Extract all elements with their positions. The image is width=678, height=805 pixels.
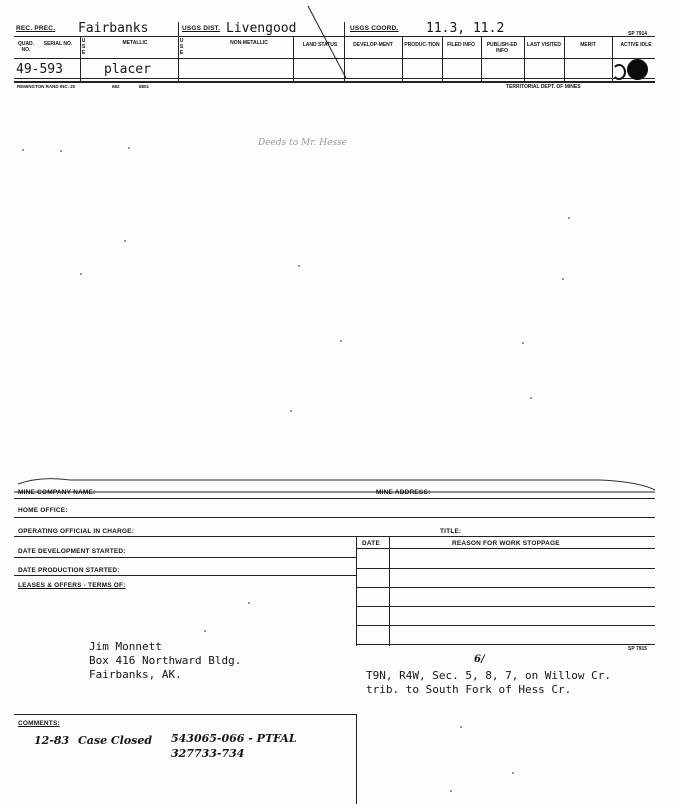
rec-prec-value: Fairbanks [78, 21, 149, 36]
printer-note: REMINGTON RAND INC. 20 [17, 84, 76, 89]
speck [80, 273, 82, 275]
owner-name: Jim Monnett [89, 640, 162, 653]
comment-date: 12-83 [34, 734, 70, 747]
usgs-dist-value: Livengood [226, 21, 297, 36]
speck [530, 397, 532, 399]
speck [460, 726, 462, 728]
col-u-s-e-2: U S E [179, 38, 184, 56]
comment-ref-2: 327733-734 [171, 747, 245, 760]
card-edge [0, 470, 678, 500]
speck [298, 265, 300, 267]
speck [568, 217, 570, 219]
comment-ref-1: 543065-066 - PTFAL [171, 732, 297, 745]
form-code-bottom: SP 7915 [628, 646, 648, 652]
speck [562, 278, 564, 280]
top-card [0, 0, 678, 100]
printer-code-2: 8801 [139, 84, 150, 89]
comments-label: COMMENTS: [18, 720, 60, 727]
active-dot-icon [627, 59, 648, 80]
location-mark: 6/ [474, 654, 485, 665]
date-production-label: DATE PRODUCTION STARTED: [18, 567, 120, 574]
col-active-idle: ACTIVE IDLE [620, 42, 652, 48]
date-development-label: DATE DEVELOPMENT STARTED: [18, 548, 126, 555]
col-published-info: PUBLISH-ED INFO [486, 42, 518, 54]
leases-label: LEASES & OFFERS - TERMS OF: [18, 582, 126, 589]
col-metallic: METALLIC [122, 40, 148, 46]
home-office-label: HOME OFFICE: [18, 507, 68, 514]
usgs-dist-label: USGS DIST. [182, 25, 221, 32]
col-filed-info: FILED INFO [447, 42, 475, 48]
mine-company-name-label: MINE COMPANY NAME: [18, 489, 96, 496]
serial-value: 49-593 [16, 62, 63, 77]
date-col-label: DATE [362, 540, 381, 547]
speck [522, 342, 524, 344]
col-land-status: LAND STATUS [302, 42, 338, 48]
col-last-visited: LAST VISITED [527, 42, 561, 48]
faint-note: Deeds to Mr. Hesse [258, 138, 347, 148]
speck [204, 630, 206, 632]
speck [340, 340, 342, 342]
owner-address-1: Box 416 Northward Bldg. [89, 654, 242, 667]
form-code-top: SP 7914 [628, 31, 648, 37]
owner-address-2: Fairbanks, AK. [89, 668, 182, 681]
location-line-2: trib. to South Fork of Hess Cr. [366, 683, 572, 696]
col-production: PRODUC-TION [404, 42, 440, 48]
speck [124, 240, 126, 242]
speck [248, 602, 250, 604]
speck [60, 150, 62, 152]
speck [22, 149, 24, 151]
col-development: DEVELOP-MENT [353, 42, 393, 48]
idle-ring-icon [612, 64, 626, 80]
col-non-metallic: NON-METALLIC [230, 40, 268, 46]
speck [450, 790, 452, 792]
col-u-s-e: U S E [81, 38, 86, 56]
metallic-value: placer [104, 62, 151, 77]
operating-official-label: OPERATING OFFICIAL IN CHARGE: [18, 528, 135, 535]
printer-code-1: 682 [112, 84, 120, 89]
rec-prec-label: REC. PREC. [16, 25, 56, 32]
col-serial-no: SERIAL NO. [43, 41, 73, 47]
title-label: TITLE: [440, 528, 462, 535]
usgs-coord-value: 11.3, 11.2 [426, 21, 505, 36]
comment-text: Case Closed [78, 734, 153, 747]
pencil-stroke [300, 4, 350, 80]
col-quad-no: QUAD. NO. [17, 41, 35, 53]
speck [128, 147, 130, 149]
territorial-dept: TERRITORIAL DEPT. OF MINES [506, 84, 581, 90]
speck [290, 410, 292, 412]
col-merit: MERIT [580, 42, 596, 48]
location-line-1: T9N, R4W, Sec. 5, 8, 7, on Willow Cr. [366, 669, 612, 682]
mine-address-label: MINE ADDRESS: [376, 489, 431, 496]
speck [512, 772, 514, 774]
bottom-card [0, 470, 678, 805]
usgs-coord-label: USGS COORD. [350, 25, 399, 32]
reason-col-label: REASON FOR WORK STOPPAGE [452, 540, 560, 547]
